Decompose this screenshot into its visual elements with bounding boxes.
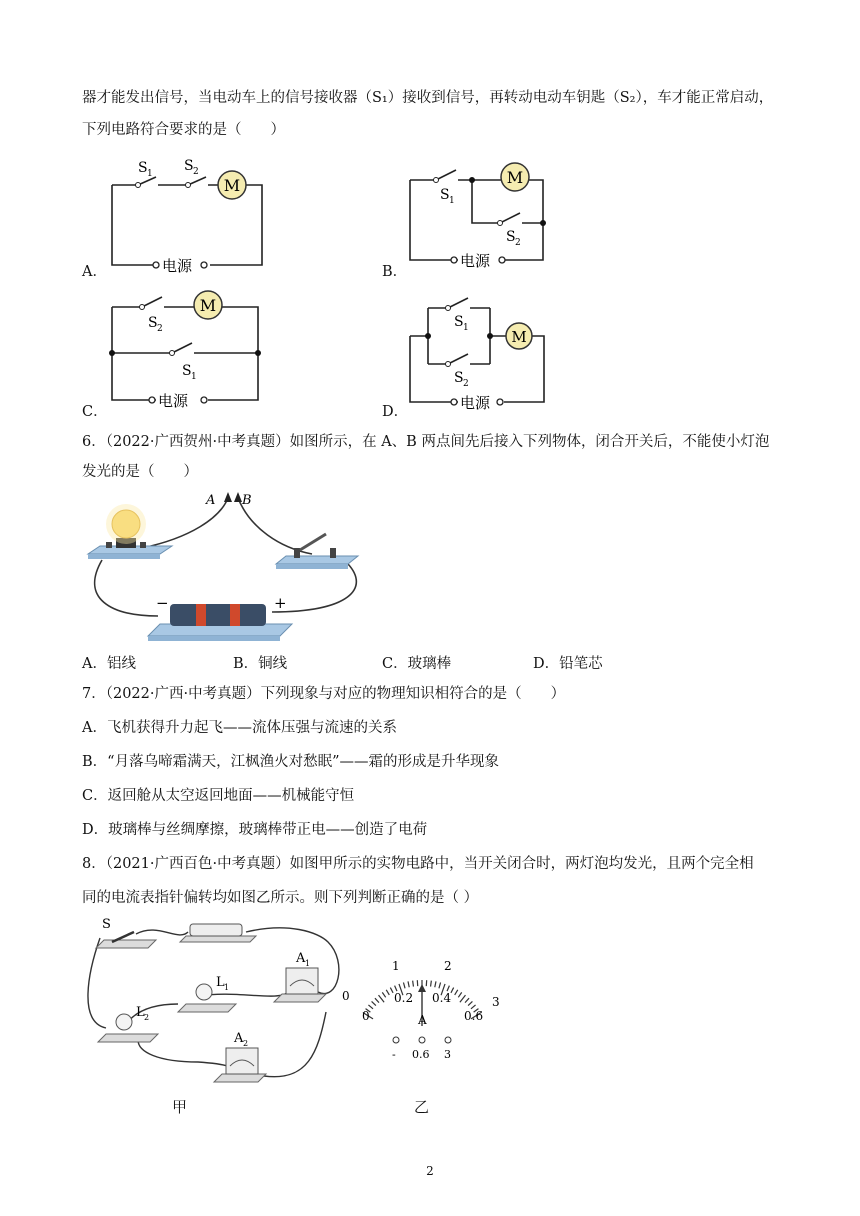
ammeter-tick [451, 988, 454, 993]
ammeter-tick [375, 998, 379, 1002]
figure-jia-caption: 甲 [172, 1098, 188, 1116]
q5-circuit-b[interactable] [400, 155, 560, 275]
svg-text:M: M [511, 328, 527, 346]
point-a-label: A [206, 493, 216, 508]
q6-line2: 发光的是（ ） [82, 464, 198, 480]
svg-text:1: 1 [147, 169, 153, 179]
svg-text:1: 1 [305, 959, 311, 968]
q5-option-b-label[interactable]: B． [382, 264, 408, 280]
page-number: 2 [426, 1164, 434, 1178]
q5-option-c-label[interactable]: C． [82, 404, 108, 420]
q5-circuit-a[interactable] [100, 150, 270, 275]
svg-text:0.6: 0.6 [412, 1048, 430, 1060]
battery-minus: − [156, 594, 169, 612]
svg-text:2: 2 [243, 1039, 249, 1048]
svg-text:电源: 电源 [158, 392, 189, 410]
svg-text:1: 1 [392, 959, 400, 973]
svg-text:S: S [440, 187, 450, 203]
q8-line2: 同的电流表指针偏转均如图乙所示。则下列判断正确的是（ ） [82, 890, 479, 906]
q6-option-d[interactable]: D．铅笔芯 [533, 656, 603, 672]
q5-circuit-c[interactable] [100, 285, 270, 415]
ammeter-tick [408, 981, 409, 987]
svg-text:3: 3 [444, 1048, 451, 1060]
q6-option-c[interactable]: C．玻璃棒 [382, 656, 452, 672]
q7-option-a[interactable]: A．飞机获得升力起飞——流体压强与流速的关系 [82, 720, 397, 736]
figure-yi-caption: 乙 [414, 1098, 430, 1116]
motor-label: M [223, 176, 241, 195]
q6-option-b[interactable]: B．铜线 [233, 656, 288, 672]
svg-text:2: 2 [515, 238, 521, 248]
q5-line1: 器才能发出信号，当电动车上的信号接收器（S₁）接收到信号，再转动电动车钥匙（S₂），车才能正常启动， [82, 90, 774, 106]
ammeter-tick [382, 992, 385, 997]
q7-option-c[interactable]: C．返回舱从太空返回地面——机械能守恒 [82, 788, 355, 804]
ammeter-tick [431, 981, 432, 987]
svg-text:S: S [138, 160, 148, 176]
ammeter-tick [390, 988, 393, 993]
q5-line2: 下列电路符合要求的是（ ） [82, 122, 285, 138]
ammeter-tick [413, 981, 414, 987]
svg-text:2: 2 [144, 1013, 150, 1022]
svg-text:A: A [418, 1013, 427, 1027]
svg-text:-: - [392, 1048, 396, 1060]
ammeter-tick [460, 995, 466, 1002]
q5-option-d-label[interactable]: D． [382, 404, 409, 420]
ammeter-tick [379, 995, 385, 1002]
svg-text:0: 0 [362, 1009, 370, 1023]
svg-text:0.6: 0.6 [464, 1009, 484, 1023]
q6-line1: 6．（2022·广西贺州·中考真题）如图所示，在 A、B 两点间先后接入下列物体，闭合开关后，不能使小灯泡 [82, 434, 770, 450]
q7-stem: 7．（2022·广西·中考真题）下列现象与对应的物理知识相符合的是（ ） [82, 686, 566, 702]
svg-text:A: A [234, 1031, 244, 1046]
switch-icon [276, 534, 358, 569]
svg-text:0: 0 [342, 989, 350, 1003]
svg-text:A: A [296, 951, 306, 966]
svg-text:2: 2 [444, 959, 452, 973]
ammeter-tick [403, 983, 405, 989]
q8-figure-jia [78, 912, 348, 1092]
svg-text:S: S [454, 314, 464, 330]
svg-text:S: S [148, 315, 158, 331]
svg-text:S: S [102, 917, 111, 932]
svg-text:S: S [506, 229, 516, 245]
svg-text:1: 1 [449, 196, 455, 206]
svg-text:1: 1 [463, 323, 469, 333]
svg-text:L: L [216, 975, 225, 990]
ammeter-tick [372, 1001, 376, 1005]
q7-option-d[interactable]: D．玻璃棒与丝绸摩擦，玻璃棒带正电——创造了电荷 [82, 822, 428, 838]
svg-text:电源: 电源 [460, 394, 491, 412]
power-label: 电源 [162, 257, 193, 275]
q6-circuit-figure [80, 488, 370, 648]
q6-option-a[interactable]: A．铝线 [82, 656, 136, 672]
svg-text:0.2: 0.2 [394, 991, 414, 1005]
ammeter-tick [435, 981, 436, 987]
bulb-icon [88, 504, 172, 559]
svg-text:1: 1 [191, 372, 197, 382]
q8-figure-yi-ammeter [340, 950, 510, 1060]
ammeter-tick [439, 983, 441, 989]
svg-text:M: M [199, 296, 217, 315]
svg-text:2: 2 [463, 379, 469, 389]
ammeter-tick [455, 990, 458, 995]
svg-text:S: S [454, 370, 464, 386]
svg-text:M: M [506, 168, 524, 187]
svg-text:电源: 电源 [460, 252, 491, 270]
q8-line1: 8．（2021·广西百色·中考真题）如图甲所示的实物电路中，当开关闭合时，两灯泡均发光，且两个完全相 [82, 856, 754, 872]
svg-text:S: S [184, 158, 194, 174]
point-b-label: B [242, 493, 252, 508]
ammeter-tick [465, 998, 469, 1002]
q5-circuit-d[interactable] [400, 290, 560, 415]
ammeter-tick [386, 990, 389, 995]
ammeter-tick [458, 992, 461, 997]
battery-icon [148, 604, 292, 641]
svg-text:3: 3 [492, 995, 500, 1009]
svg-text:S: S [182, 363, 192, 379]
svg-text:0.4: 0.4 [432, 991, 452, 1005]
svg-text:L: L [136, 1005, 145, 1020]
q5-option-a-label[interactable]: A． [82, 264, 107, 280]
svg-text:2: 2 [157, 324, 163, 334]
svg-text:1: 1 [224, 983, 230, 992]
ammeter-tick [468, 1001, 472, 1005]
q7-option-b[interactable]: B．“月落乌啼霜满天，江枫渔火对愁眠”——霜的形成是升华现象 [82, 754, 499, 770]
battery-plus: + [274, 594, 287, 612]
svg-text:2: 2 [193, 167, 199, 177]
